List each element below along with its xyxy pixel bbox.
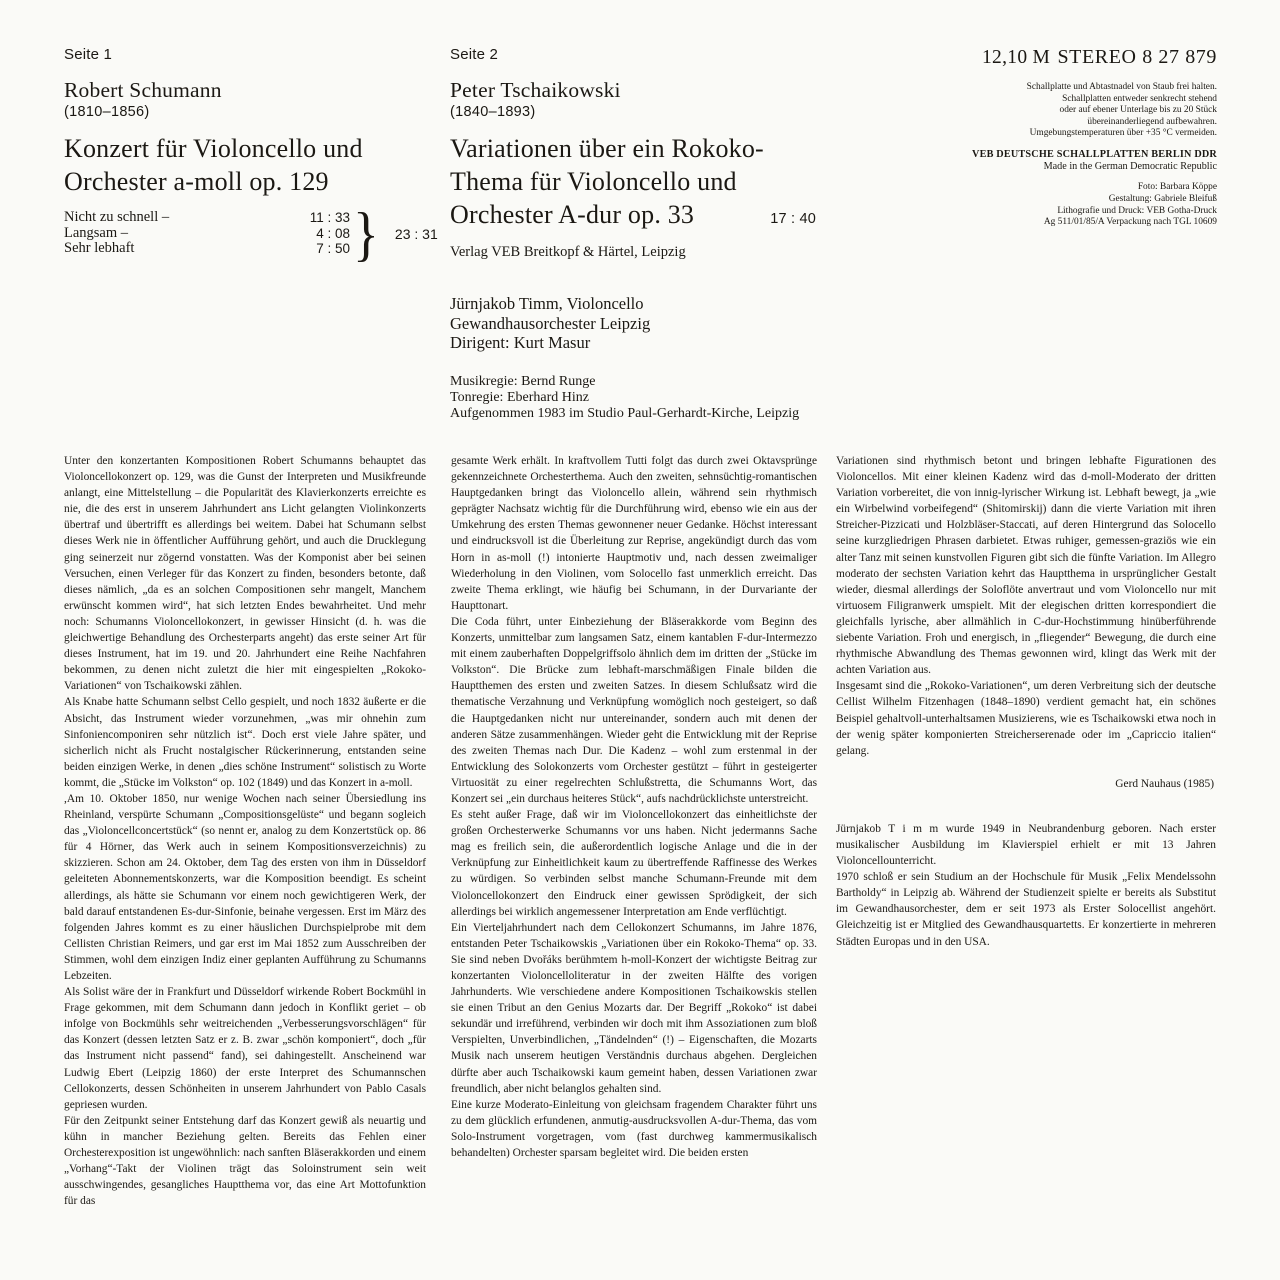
production-credits-block: [450, 374, 842, 422]
side2-composer: Peter Tschaikowski: [450, 78, 621, 102]
credit-line: Ag 511/01/85/A Verpackung nach TGL 10609: [1043, 217, 1217, 228]
side2-total-time: 17 : 40: [770, 210, 816, 227]
care-note-line: Schallplatten entweder senkrecht stehend: [1062, 93, 1217, 104]
movement-time: 4 : 08: [316, 225, 350, 241]
performer-line: Gewandhausorchester Leipzig: [450, 313, 651, 333]
production-credit-line: Tonregie: Eberhard Hinz: [450, 389, 589, 405]
side1-title-line-1: Konzert für Violoncello und: [64, 134, 363, 163]
label-info: [950, 46, 1217, 229]
paragraph: Unter den konzertanten Kompositionen Robert Schumanns behauptet das Violoncellokonzert op. 129, was die Gunst der Interpreten und Musikfreunde anlangt, eine Mittelstellung – die Popularität des Klavierkonzerts erreichte es nie, die des erst in unserem Jahrhundert ans Licht gelangten Violinkonzerts übertraf und übertrifft es allerdings bei weitem. Dabei hat Schumann selbst dieses Werk nie in öffentlicher Aufführung gehört, und auch die Drucklegung ging seinerzeit nur zögernd vonstatten. Was der Komponist aber bei seinen Versuchen, einen Verleger für das Konzert zu finden, besonders betonte, daß dieses nämlich, „da es an solchen Compositionen sehr mangelt, Manchem erwünscht kommen wird“, hat sich letzten Endes bewahrheitet. Und mehr noch: Schumanns Violoncellokonzert, in gewisser Hinsicht (d. h. was die gleichwertige Behandlung des Orchesterparts angeht) das erste seiner Art für dieses Instrument, hat im 19. und 20. Jahrhundert eine Reihe Nachfahren bekommen, zu denen nicht zuletzt die hier mit eingespielten „Rokoko-Variationen“ von Tschaikowski zählen.: [64, 455, 426, 693]
side1-title-line-2: Orchester a-moll op. 129: [64, 166, 329, 196]
record-care-notes: [950, 82, 1217, 140]
performer-line: Jürnjakob Timm, Violoncello: [450, 294, 644, 314]
price: 12,10 M: [982, 47, 1051, 68]
movement-time: 11 : 33: [309, 210, 350, 226]
side2-title-line-3: [450, 199, 842, 232]
liner-column-3: [836, 453, 1216, 950]
side2-title-text: Orchester A-dur op. 33: [450, 199, 695, 229]
paragraph: 1970 schloß er sein Studium an der Hochschule für Musik „Felix Mendelssohn Bartholdy“ in Leipzig ab. Während der Studienzeit spielte er bereits als Substitut im Gewandhausorchester, dem er seit 1973 als Erster Solocellist angehört. Gleichzeitig ist er Mitglied des Gewandhausquartetts. Er konzertierte in mehreren Städten Europas und in den USA.: [836, 871, 1216, 948]
side1-work-title: [64, 133, 444, 199]
author-byline: Gerd Nauhaus (1985): [1115, 777, 1214, 790]
side2-work-title: [450, 133, 842, 231]
side2-header: [450, 46, 842, 422]
liner-column-2: [451, 453, 817, 1161]
care-note-line: Schallplatte und Abtastnadel von Staub frei halten.: [1026, 82, 1217, 92]
movement-name: Langsam –: [64, 224, 129, 241]
movement-rows: [64, 210, 350, 257]
paragraph: Für den Zeitpunkt seiner Entstehung darf das Konzert gewiß als neuartig und kühn in mancher Beziehung gelten. Bereits das Fehlen einer Orchesterexposition ist ungewöhnlich: nach sanften Bläserakkorden und einem „Vorhang“-Takt der Violinen trägt das Soloinstrument sein weit ausschwingendes, gesangliches Hauptthema vor, das eine Art Mottofunktion für das: [64, 1114, 426, 1208]
side2-composer-dates: (1840–1893): [450, 104, 536, 120]
side1-composer-dates: (1810–1856): [64, 104, 150, 120]
credit-line: Gestaltung: Gabriele Bleifuß: [1108, 193, 1217, 204]
movement-row: [64, 241, 350, 257]
paragraph: Insgesamt sind die „Rokoko-Variationen“, um deren Verbreitung sich der deutsche Cellist Wilhelm Fitzenhagen (1848–1890) verdient gemacht hat, ein schönes Beispiel gehaltvoll-unterhaltsamen Musizierens, wie es Tschaikowski etwa noch in der wenig später komponierten Streicherserenade oder im „Capriccio italien“ gelang.: [836, 680, 1216, 757]
side2-title-line-1: Variationen über ein Rokoko-: [450, 134, 764, 163]
price-row: [950, 46, 1217, 69]
catalog-number: STEREO 8 27 879: [1057, 46, 1217, 68]
performers-block: [450, 294, 842, 353]
side1-composer: Robert Schumann: [64, 78, 222, 102]
paragraph: Es steht außer Frage, daß wir im Violoncellokonzert das einheitlichste der großen Orchesterwerke Schumanns vor uns haben. Nicht jedermanns Sache mag es freilich sein, die außerordentlich logische Anlage und die in der Verknüpfung zur Einheitlichkeit kaum zu übertreffende Raffinesse des Werkes zu würdigen. So verbinden selbst manche Schumann-Freunde mit dem Violoncellokonzert den Eindruck einer gewissen Sprödigkeit, der sich allerdings bei wirklich angemessener Interpretation am Ende verflüchtigt.: [451, 809, 817, 918]
paragraph: Jürnjakob T i m m wurde 1949 in Neubrandenburg geboren. Nach erster musikalischer Ausbildung im Klavierspiel erhielt er mit 13 Jahren Violoncellounterricht.: [836, 822, 1216, 868]
side1-movement-list: [64, 199, 444, 268]
performer-line: Dirigent: Kurt Masur: [450, 333, 591, 353]
credit-line: Lithografie und Druck: VEB Gotha-Druck: [1057, 205, 1217, 216]
side1-total-time: 23 : 31: [394, 225, 438, 242]
paragraph: gesamte Werk erhält. In kraftvollem Tutti folgt das durch zwei Oktavsprünge gekennzeichnete Orchesterthema. Auch den zweiten, sehnsüchtig-romantischen Hauptgedanken bringt das Violoncello allein, während sein rhythmisch geprägter Nachsatz wichtig für die Durchführung wird, ebenso wie ein aus der Umkehrung des ersten Themas gewonnener neuer Gedanke. Höchst interessant und eindrucksvoll ist die Überleitung zur Reprise, angekündigt durch das vom Horn in as-moll (!) intonierte Hauptmotiv und, nach dessen zweimaliger Wiederholung in den Violinen, vom Solocello fast unmerklich erreicht. Das zweite Thema erklingt, wie häufig bei Schumann, in der Durvariante der Haupttonart.: [451, 455, 817, 612]
brace-glyph: }: [353, 199, 379, 268]
production-credit-line: Aufgenommen 1983 im Studio Paul-Gerhardt-Kirche, Leipzig: [450, 405, 800, 421]
paragraph: Eine kurze Moderato-Einleitung von gleichsam fragendem Charakter führt uns zu dem glücklich erfundenen, anmutig-ausdrucksvollen A-dur-Thema, das vom Solo-Instrument vorgetragen, vom (fast durchweg kammermusikalisch behandelten) Orchester sparsam begleitet wird. Die beiden ersten: [451, 1098, 817, 1160]
paragraph: Variationen sind rhythmisch betont und bringen lebhafte Figurationen des Violoncellos. Mit einer kleinen Kadenz wird das d-moll-Moderato der dritten Variation vorbereitet, die von innig-lyrischer Wirkung ist. Lebhaft bewegt, ja „wie ein Wirbelwind vorbeifegend“ (Shitomirskij) dann die vierte Variation mit ihren Streicher-Pizzicati und Holzbläser-Staccati, auf deren Hintergrund das Solocello seine kurzgliedrigen Phrasen darbietet. Etwas ruhiger, gemessen-graziös wie ein alter Tanz mit seinen kunstvollen Figuren gibt sich die fünfte Variation. Im Allegro moderato der sechsten Variation kehrt das Hauptthema in ursprünglicher Gestalt wieder, diesmal allerdings der Soloflöte anvertraut und vom Violoncello nur mit virtuosem Filigranwerk umspielt. Mit der elegischen dritten korrespondiert die gleichfalls lyrische, aber allmählich in C-dur-Hochstimmung hinüberführende siebente Variation. Froh und energisch, in „fliegender“ Bewegung, die durch eine rhythmische Abwandlung des Themas gewonnen wird, klingt das Werk mit der achten Variation aus.: [836, 455, 1216, 677]
paragraph: Als Solist wäre der in Frankfurt und Düsseldorf wirkende Robert Bockmühl in Frage gekommen, mit dem Schumann dann jedoch in Konflikt geriet – ob infolge von Bockmühls sehr weitreichenden „Verbesserungsvorschlägen“ für das Konzert (dessen letzten Satz er z. B. zwar „schön komponiert“, doch „für das Instrument nicht passend“ fand), sei dahingestellt. Anscheinend war Ludwig Ebert (Leipzig 1860) der erste Interpret des Schumannschen Cellokonzerts, dessen Schönheiten in unserem Jahrhundert von Pablo Casals gepriesen wurden.: [64, 986, 426, 1111]
company-block: [950, 149, 1217, 173]
paragraph: ,Am 10. Oktober 1850, nur wenige Wochen nach seiner Übersiedlung ins Rheinland, verspürte Schumann „Compositionsgelüste“ und begann sogleich das „Violoncellconcertstück“ (so nennt er, analog zu dem Konzertstück op. 86 für 4 Hörner, das Werk auch in seinem Kompositionsverzeichnis) zu skizzieren. Schon am 24. Oktober, dem Tag des ersten von ihm in Düsseldorf geleiteten Abonnementskonzerts, war die Komposition beendigt. Es scheint allerdings, als hätte sie Schumann vor einem noch gewichtigeren Werk, der bald darauf entstandenen Es-dur-Sinfonie, beinahe vergessen. Erst im März des folgenden Jahres kommt es zu einer häuslichen Durchspielprobe mit dem Cellisten Christian Reimers, und gar erst im Mai 1852 zum Ausschreiben der Stimmen, wohl dem einzigen Indiz einer geplanten Aufführung zu Schumanns Lebzeiten.: [64, 792, 426, 982]
production-credit-line: Musikregie: Bernd Runge: [450, 373, 596, 389]
cellist-biography: [836, 821, 1216, 950]
publisher-line: Verlag VEB Breitkopf & Härtel, Leipzig: [450, 244, 686, 261]
made-in-line: Made in the German Democratic Republic: [1043, 161, 1217, 173]
credit-line: Foto: Barbara Köppe: [1137, 182, 1217, 193]
side2-page-label: Seite 2: [450, 46, 499, 63]
movement-name: Nicht zu schnell –: [64, 209, 170, 226]
side1-page-label: Seite 1: [64, 46, 113, 63]
care-note-line: Umgebungstemperaturen über +35 °C vermeiden.: [1029, 128, 1217, 139]
liner-column-3-notes: [836, 453, 1216, 759]
paragraph: Die Coda führt, unter Einbeziehung der Bläserakkorde vom Beginn des Konzerts, unmittelbar zum langsamen Satz, einem kantablen F-dur-Intermezzo mit einem zauberhaften Doppelgriffsolo ähnlich dem im dritten der „Stücke im Volkston“. Die Brücke zum lebhaft-marschmäßigen Finale bilden die Hauptthemen des ersten und zweiten Satzes. In diesem Schlußsatz wird die thematische Verzahnung und Verknüpfung womöglich noch gesteigert, so daß die Hauptgedanken nicht nur untereinander, sondern auch mit denen der anderen Sätze zusammenhängen. Wieder geht die Entwicklung mit der Reprise des zweiten Themas nach Dur. Die Kadenz – wohl zum erstenmal in der Entwicklung des Solokonzerts vom Orchester gestützt – führt in gesteigerter Virtuosität zu einer regelrechten Schlußstretta, die Schumanns Wort, das Konzert sei „ein durchaus heiteres Stück“, aufs nachdrücklichste unterstreicht.: [451, 615, 817, 805]
movement-name: Sehr lebhaft: [64, 240, 135, 257]
side2-title-line-2: Thema für Violoncello und: [450, 166, 737, 196]
paragraph: Als Knabe hatte Schumann selbst Cello gespielt, und noch 1832 äußerte er die Absicht, das Instrument wieder vorzunehmen, „was mir ohnehin zum Sinfoniencomponiren sehr nützlich ist“. Doch erst viele Jahre später, und sicherlich nicht als Frucht nostalgischer Rückerinnerung, entstanden seine beiden einzigen Werke, in denen „dies schöne Instrument“ solistisch zu Worte kommt, die „Stücke im Volkston“ op. 102 (1849) und das Konzert in a-moll.: [64, 696, 426, 789]
side1-header: [64, 46, 444, 268]
company-name: VEB DEUTSCHE SCHALLPLATTEN BERLIN DDR: [972, 148, 1217, 160]
care-note-line: oder auf ebener Unterlage bis zu 20 Stück: [1059, 105, 1217, 116]
liner-column-1: [64, 453, 426, 1209]
paragraph: Ein Vierteljahrhundert nach dem Cellokonzert Schumanns, im Jahre 1876, entstanden Peter Tschaikowskis „Variationen über ein Rokoko-Thema“ op. 33. Sie sind neben Dvořáks berühmtem h-moll-Konzert der wichtigste Beitrag zur konzertanten Violoncelloliteratur in der zweiten Hälfte des vorigen Jahrhunderts. Wie verschiedene andere Kompositionen Tschaikowskis stellen sie einen Tribut an den Genius Mozarts dar. Der Begriff „Rokoko“ ist dabei sekundär und irreführend, verbinden wir doch mit ihm Assoziationen zum bloß Verspielten, Unverbindlichen, „Tändelnden“ (!) – Eigenschaften, die Mozarts Musik nach unserem heutigen Verständnis durchaus abgehen. Dergleichen dürfte aber auch Tschaikowski kaum gemeint haben, dessen Variationen zwar freundlich, aber nicht belanglos gehalten sind.: [451, 921, 817, 1095]
movement-time: 7 : 50: [316, 241, 350, 257]
care-note-line: übereinanderliegend aufbewahren.: [1087, 116, 1217, 127]
movement-row: [64, 210, 350, 226]
movement-row: [64, 226, 350, 242]
design-credits: [950, 182, 1217, 228]
